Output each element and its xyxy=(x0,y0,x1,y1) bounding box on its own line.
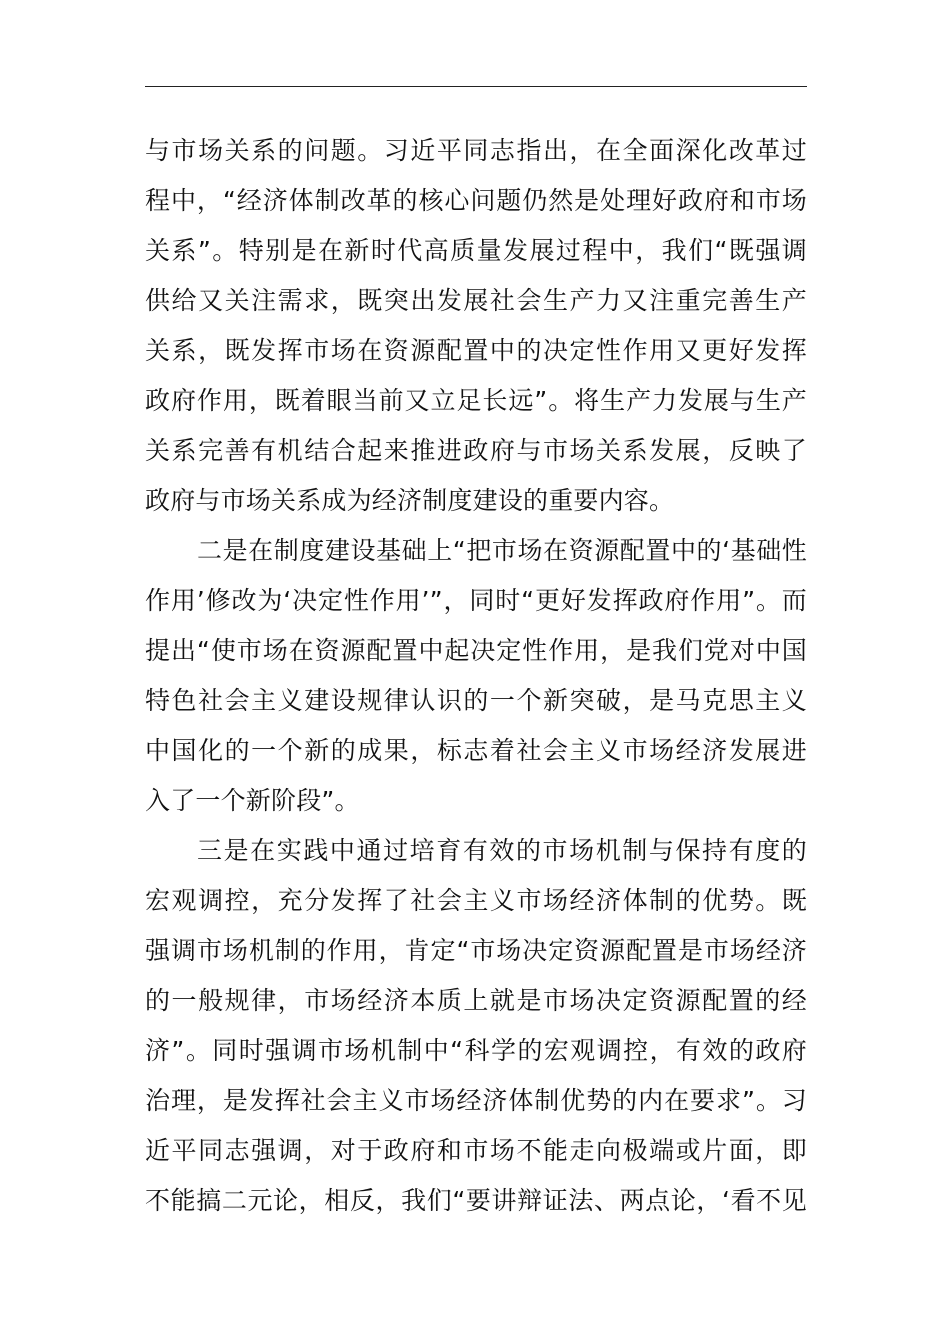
text-line: 政府作用，既着眼当前又立足长远”。将生产力发展与生产 xyxy=(145,386,807,415)
text-line: 提出“使市场在资源配置中起决定性作用，是我们党对中国 xyxy=(145,636,807,665)
text-line: 关系完善有机结合起来推进政府与市场关系发展，反映了 xyxy=(145,436,807,465)
text-line: 近平同志强调，对于政府和市场不能走向极端或片面，即 xyxy=(145,1136,807,1165)
text-line: 关系”。特别是在新时代高质量发展过程中，我们“既强调 xyxy=(145,236,807,265)
paragraph-3 xyxy=(145,826,807,1226)
text-line: 特色社会主义建设规律认识的一个新突破，是马克思主义 xyxy=(145,686,807,715)
text-line: 关系，既发挥市场在资源配置中的决定性作用又更好发挥 xyxy=(145,336,807,365)
text-line: 不能搞二元论，相反，我们“要讲辩证法、两点论，‘看不见 xyxy=(145,1186,807,1215)
text-line: 济”。同时强调市场机制中“科学的宏观调控，有效的政府 xyxy=(145,1036,807,1065)
text-line: 政府与市场关系成为经济制度建设的重要内容。 xyxy=(145,486,675,515)
text-line: 三是在实践中通过培育有效的市场机制与保持有度的 xyxy=(197,836,807,865)
text-line: 入了一个新阶段”。 xyxy=(145,786,360,815)
document-body xyxy=(145,126,807,1226)
text-line: 二是在制度建设基础上“把市场在资源配置中的‘基础性 xyxy=(197,536,807,565)
text-line: 治理，是发挥社会主义市场经济体制优势的内在要求”。习 xyxy=(145,1086,807,1115)
text-line: 强调市场机制的作用，肯定“市场决定资源配置是市场经济 xyxy=(145,936,807,965)
text-line: 中国化的一个新的成果，标志着社会主义市场经济发展进 xyxy=(145,736,807,765)
text-line: 的一般规律，市场经济本质上就是市场决定资源配置的经 xyxy=(145,986,807,1015)
text-line: 作用’修改为‘决定性作用’”，同时“更好发挥政府作用”。而 xyxy=(145,586,807,615)
paragraph-2 xyxy=(145,526,807,826)
paragraph-1 xyxy=(145,126,807,526)
text-line: 宏观调控，充分发挥了社会主义市场经济体制的优势。既 xyxy=(145,886,807,915)
text-line: 程中，“经济体制改革的核心问题仍然是处理好政府和市场 xyxy=(145,186,807,215)
text-line: 供给又关注需求，既突出发展社会生产力又注重完善生产 xyxy=(145,286,807,315)
text-line: 与市场关系的问题。习近平同志指出，在全面深化改革过 xyxy=(145,136,807,165)
header-rule xyxy=(145,86,807,87)
